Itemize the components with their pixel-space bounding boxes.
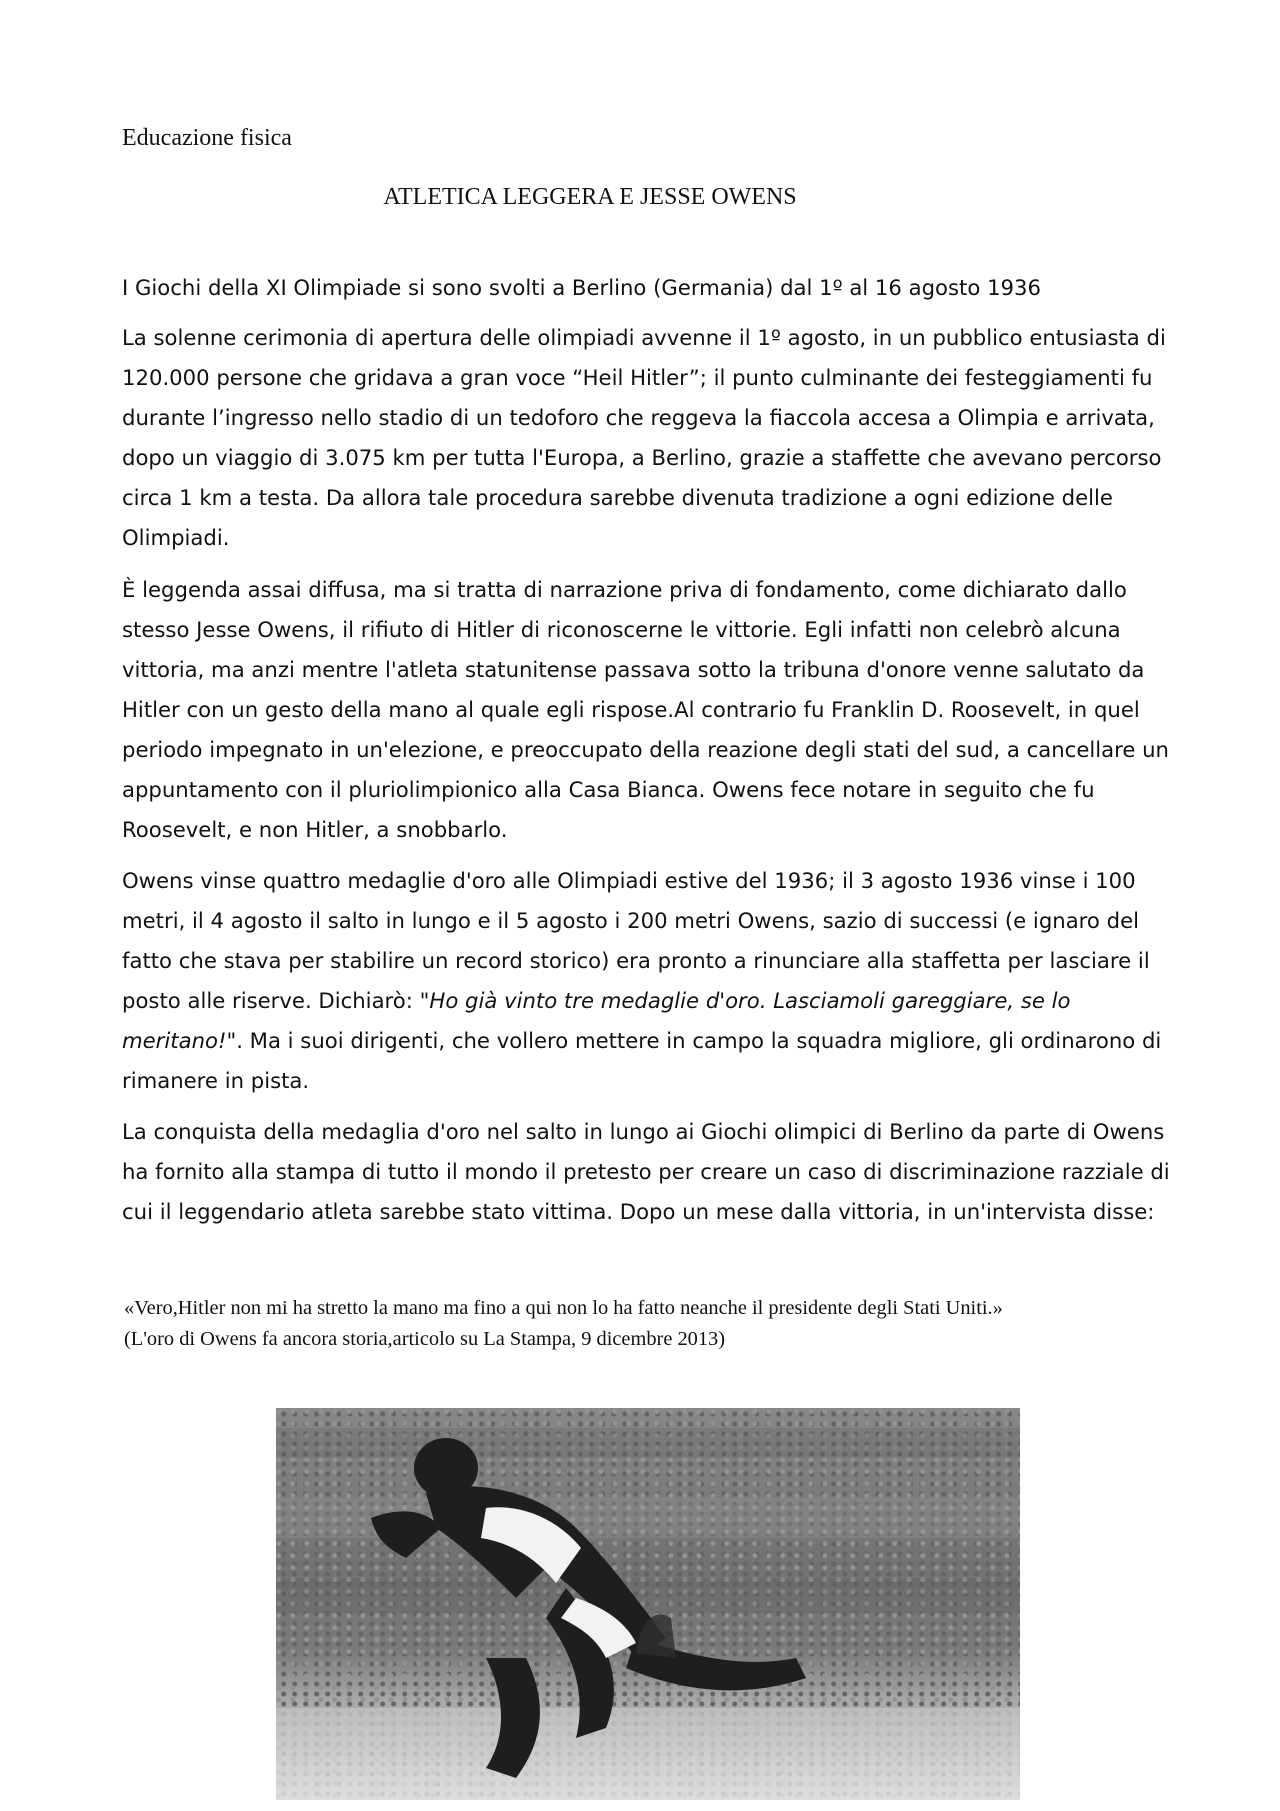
paragraph-medals-text: Owens vinse quattro medaglie d'oro alle Olimpiadi estive del 1936; il 3 agosto 1936 vinse i 100 metri, il 4 agosto il salto in lungo e il 5 agosto i 200 metri Owens, sazio di successi (e ignaro del fatto che stava per stabilire un record storico) era pronto a rinunciare alla staffetta per lasciare il posto alle riserve. Dichiarò: " — [122, 868, 1150, 1013]
paragraph-medals-text-end: ". Ma i suoi dirigenti, che vollero mettere in campo la squadra migliore, gli ordinarono di rimanere in pista. — [122, 1028, 1162, 1093]
document-title: ATLETICA LEGGERA E JESSE OWENS — [383, 184, 797, 210]
owens-quote-italic: Ho già vinto tre medaglie d'oro. Lasciamoli gareggiare, se lo meritano! — [122, 988, 1071, 1053]
paragraph-medals — [122, 861, 1182, 1101]
paragraph-long-jump: La conquista della medaglia d'oro nel salto in lungo ai Giochi olimpici di Berlino da parte di Owens ha fornito alla stampa di tutto il mondo il pretesto per creare un caso di discriminazione razziale di cui il leggendario atleta sarebbe stato vittima. Dopo un mese dalla vittoria, in un'intervista disse: — [122, 1119, 1170, 1224]
interview-quote: «Vero,Hitler non mi ha stretto la mano ma fino a qui non lo ha fatto neanche il presidente degli Stati Uniti.» — [124, 1297, 1003, 1319]
subject-heading: Educazione fisica — [122, 125, 292, 151]
paragraph-legend: È leggenda assai diffusa, ma si tratta di narrazione priva di fondamento, come dichiarato dallo stesso Jesse Owens, il rifiuto di Hitler di riconoscerne le vittorie. Egli infatti non celebrò alcuna vittoria, ma anzi mentre l'atleta statunitense passava sotto la tribuna d'onore venne salutato da Hitler con un gesto della mano al quale egli rispose.Al contrario fu Franklin D. Roosevelt, in quel periodo impegnato in un'elezione, e preoccupato della reazione degli stati del sud, a cancellare un appuntamento con il pluriolimpionico alla Casa Bianca. Owens fece notare in seguito che fu Roosevelt, e non Hitler, a snobbarlo. — [122, 577, 1169, 842]
jesse-owens-photo — [276, 1408, 1020, 1800]
paragraph-opening-ceremony: La solenne cerimonia di apertura delle olimpiadi avvenne il 1º agosto, in un pubblico entusiasta di 120.000 persone che gridava a gran voce “Heil Hitler”; il punto culminante dei festeggiamenti fu durante l’ingresso nello stadio di un tedoforo che reggeva la fiaccola accesa a Olimpia e arrivata, dopo un viaggio di 3.075 km per tutta l'Europa, a Berlino, grazie a staffette che avevano percorso circa 1 km a testa. Da allora tale procedura sarebbe divenuta tradizione a ogni edizione delle Olimpiadi. — [122, 325, 1166, 550]
paragraph-intro: I Giochi della XI Olimpiade si sono svolti a Berlino (Germania) dal 1º al 16 agosto 1936 — [122, 275, 1041, 300]
quote-source: (L'oro di Owens fa ancora storia,articolo su La Stampa, 9 dicembre 2013) — [124, 1328, 726, 1350]
sprinter-illustration — [276, 1408, 1020, 1800]
